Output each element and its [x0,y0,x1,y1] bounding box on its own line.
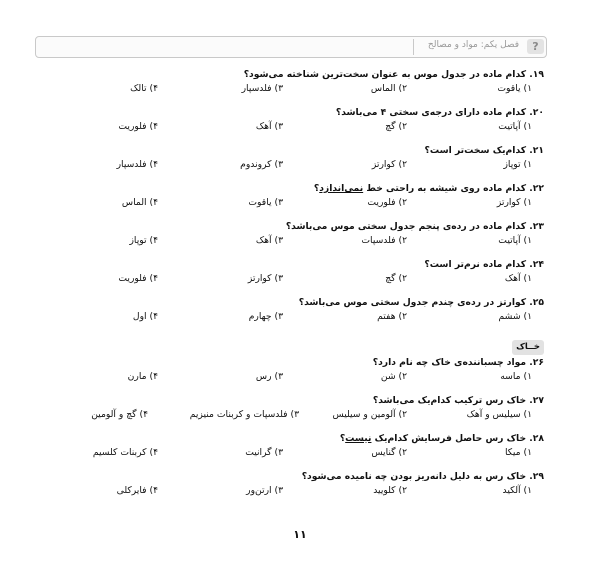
option-1[interactable]: ۱) آپاتیت [498,235,532,246]
option-1[interactable]: ۱) سیلیس و آهک [466,409,532,420]
question-23 [36,220,544,258]
option-4[interactable]: ۴) فلوریت [118,273,158,284]
option-2[interactable]: ۲) گچ [385,273,407,284]
options-row [36,158,544,182]
options-row [36,446,544,470]
question-text: ۲۹. خاک رس به دلیل دانه‌ریز بودن چه نامیده می‌شود؟ [301,471,544,482]
question-26 [36,356,544,394]
option-2[interactable]: ۲) کلویید [373,485,407,496]
options-row [36,196,544,220]
option-4[interactable]: ۴) الماس [121,197,158,208]
option-3[interactable]: ۳) آهک [255,121,283,132]
option-3[interactable]: ۳) ارتن‌ور [246,485,283,496]
option-3[interactable]: ۳) کوارتز [247,273,283,284]
section-heading [36,334,544,352]
option-3[interactable]: ۳) چهارم [248,311,283,322]
options-row [36,120,544,144]
option-4[interactable]: ۴) توپاز [129,235,158,246]
option-4[interactable]: ۴) تالک [130,83,158,94]
option-4[interactable]: ۴) فلدسپار [116,159,158,170]
option-1[interactable]: ۱) ماسه [500,371,532,382]
option-4[interactable]: ۴) اول [132,311,158,322]
header-divider [413,39,414,55]
chapter-header [35,36,547,58]
options-row [36,310,544,334]
option-1[interactable]: ۱) میکا [504,447,532,458]
section-label: خــاک [512,340,544,355]
question-25 [36,296,544,334]
option-2[interactable]: ۲) آلومین و سیلیس [332,409,407,420]
option-1[interactable]: ۱) یاقوت [497,83,532,94]
option-2[interactable]: ۲) شن [380,371,407,382]
question-text-part: ۲۸. خاک رس حاصل فرسایش کدام‌یک [371,433,544,444]
question-text-part: ؟ [313,183,320,194]
question-29 [36,470,544,508]
option-2[interactable]: ۲) هفتم [377,311,407,322]
options-row [36,234,544,258]
option-2[interactable]: ۲) گچ [385,121,407,132]
question-text: ۲۰. کدام ماده دارای درجه‌ی سختی ۴ می‌باشد؟ [335,107,544,118]
question-text: ۲۷. خاک رس ترکیب کدام‌یک می‌باشد؟ [372,395,544,406]
question-22 [36,182,544,220]
chapter-title: فصل یکم: مواد و مصالح [427,40,519,50]
option-4[interactable]: ۴) فایرکلی [116,485,158,496]
option-2[interactable]: ۲) فلدسپات [361,235,407,246]
option-4[interactable]: ۴) فلوریت [118,121,158,132]
question-text-part: ؟ [339,433,346,444]
question-text: ۲۶. مواد چسباننده‌ی خاک چه نام دارد؟ [372,357,544,368]
question-text-underlined: نمی‌اندازد [319,183,364,194]
option-1[interactable]: ۱) توپاز [503,159,532,170]
option-2[interactable]: ۲) الماس [370,83,407,94]
option-3[interactable]: ۳) یاقوت [248,197,283,208]
page-number: ۱۱ [293,528,307,541]
question-28 [36,432,544,470]
option-2[interactable]: ۲) کوارتز [371,159,407,170]
option-4[interactable]: ۴) گچ و آلومین [91,409,148,420]
option-3[interactable]: ۳) فلدسپات و کربنات منیزیم [189,409,299,420]
question-list [36,68,544,508]
question-text: ۲۱. کدام‌یک سخت‌تر است؟ [424,145,544,156]
question-text-underlined: نیست [345,433,372,444]
option-1[interactable]: ۱) آلکید [502,485,532,496]
options-row [36,82,544,106]
options-row [36,272,544,296]
question-text: ۱۹. کدام ماده در جدول موس به عنوان سخت‌ترین شناخته می‌شود؟ [243,69,544,80]
question-text: ۲۳. کدام ماده در رده‌ی پنجم جدول سختی موس می‌باشد؟ [285,221,544,232]
option-3[interactable]: ۳) کروندوم [240,159,283,170]
question-24 [36,258,544,296]
option-3[interactable]: ۳) آهک [255,235,283,246]
question-20 [36,106,544,144]
option-1[interactable]: ۱) کوارتز [496,197,532,208]
question-text [36,182,544,196]
option-3[interactable]: ۳) فلدسپار [241,83,283,94]
option-3[interactable]: ۳) رس [255,371,283,382]
option-2[interactable]: ۲) فلوریت [367,197,407,208]
question-19 [36,68,544,106]
option-1[interactable]: ۱) آپاتیت [498,121,532,132]
option-1[interactable]: ۱) ششم [498,311,532,322]
options-row [36,370,544,394]
option-4[interactable]: ۴) مارن [127,371,158,382]
question-text: ۲۴. کدام ماده نرم‌تر است؟ [424,259,544,270]
question-text: ۲۵. کوارتز در رده‌ی چندم جدول سختی موس می‌باشد؟ [298,297,544,308]
option-1[interactable]: ۱) آهک [504,273,532,284]
question-27 [36,394,544,432]
question-mark-icon: ? [527,39,544,54]
question-text-part: ۲۲. کدام ماده روی شیشه به راحتی خط [363,183,544,194]
option-4[interactable]: ۴) کربنات کلسیم [92,447,158,458]
options-row [36,484,544,508]
option-2[interactable]: ۲) گنایس [371,447,407,458]
question-text [36,432,544,446]
option-3[interactable]: ۳) گرانیت [245,447,283,458]
options-row [36,408,544,432]
question-21 [36,144,544,182]
